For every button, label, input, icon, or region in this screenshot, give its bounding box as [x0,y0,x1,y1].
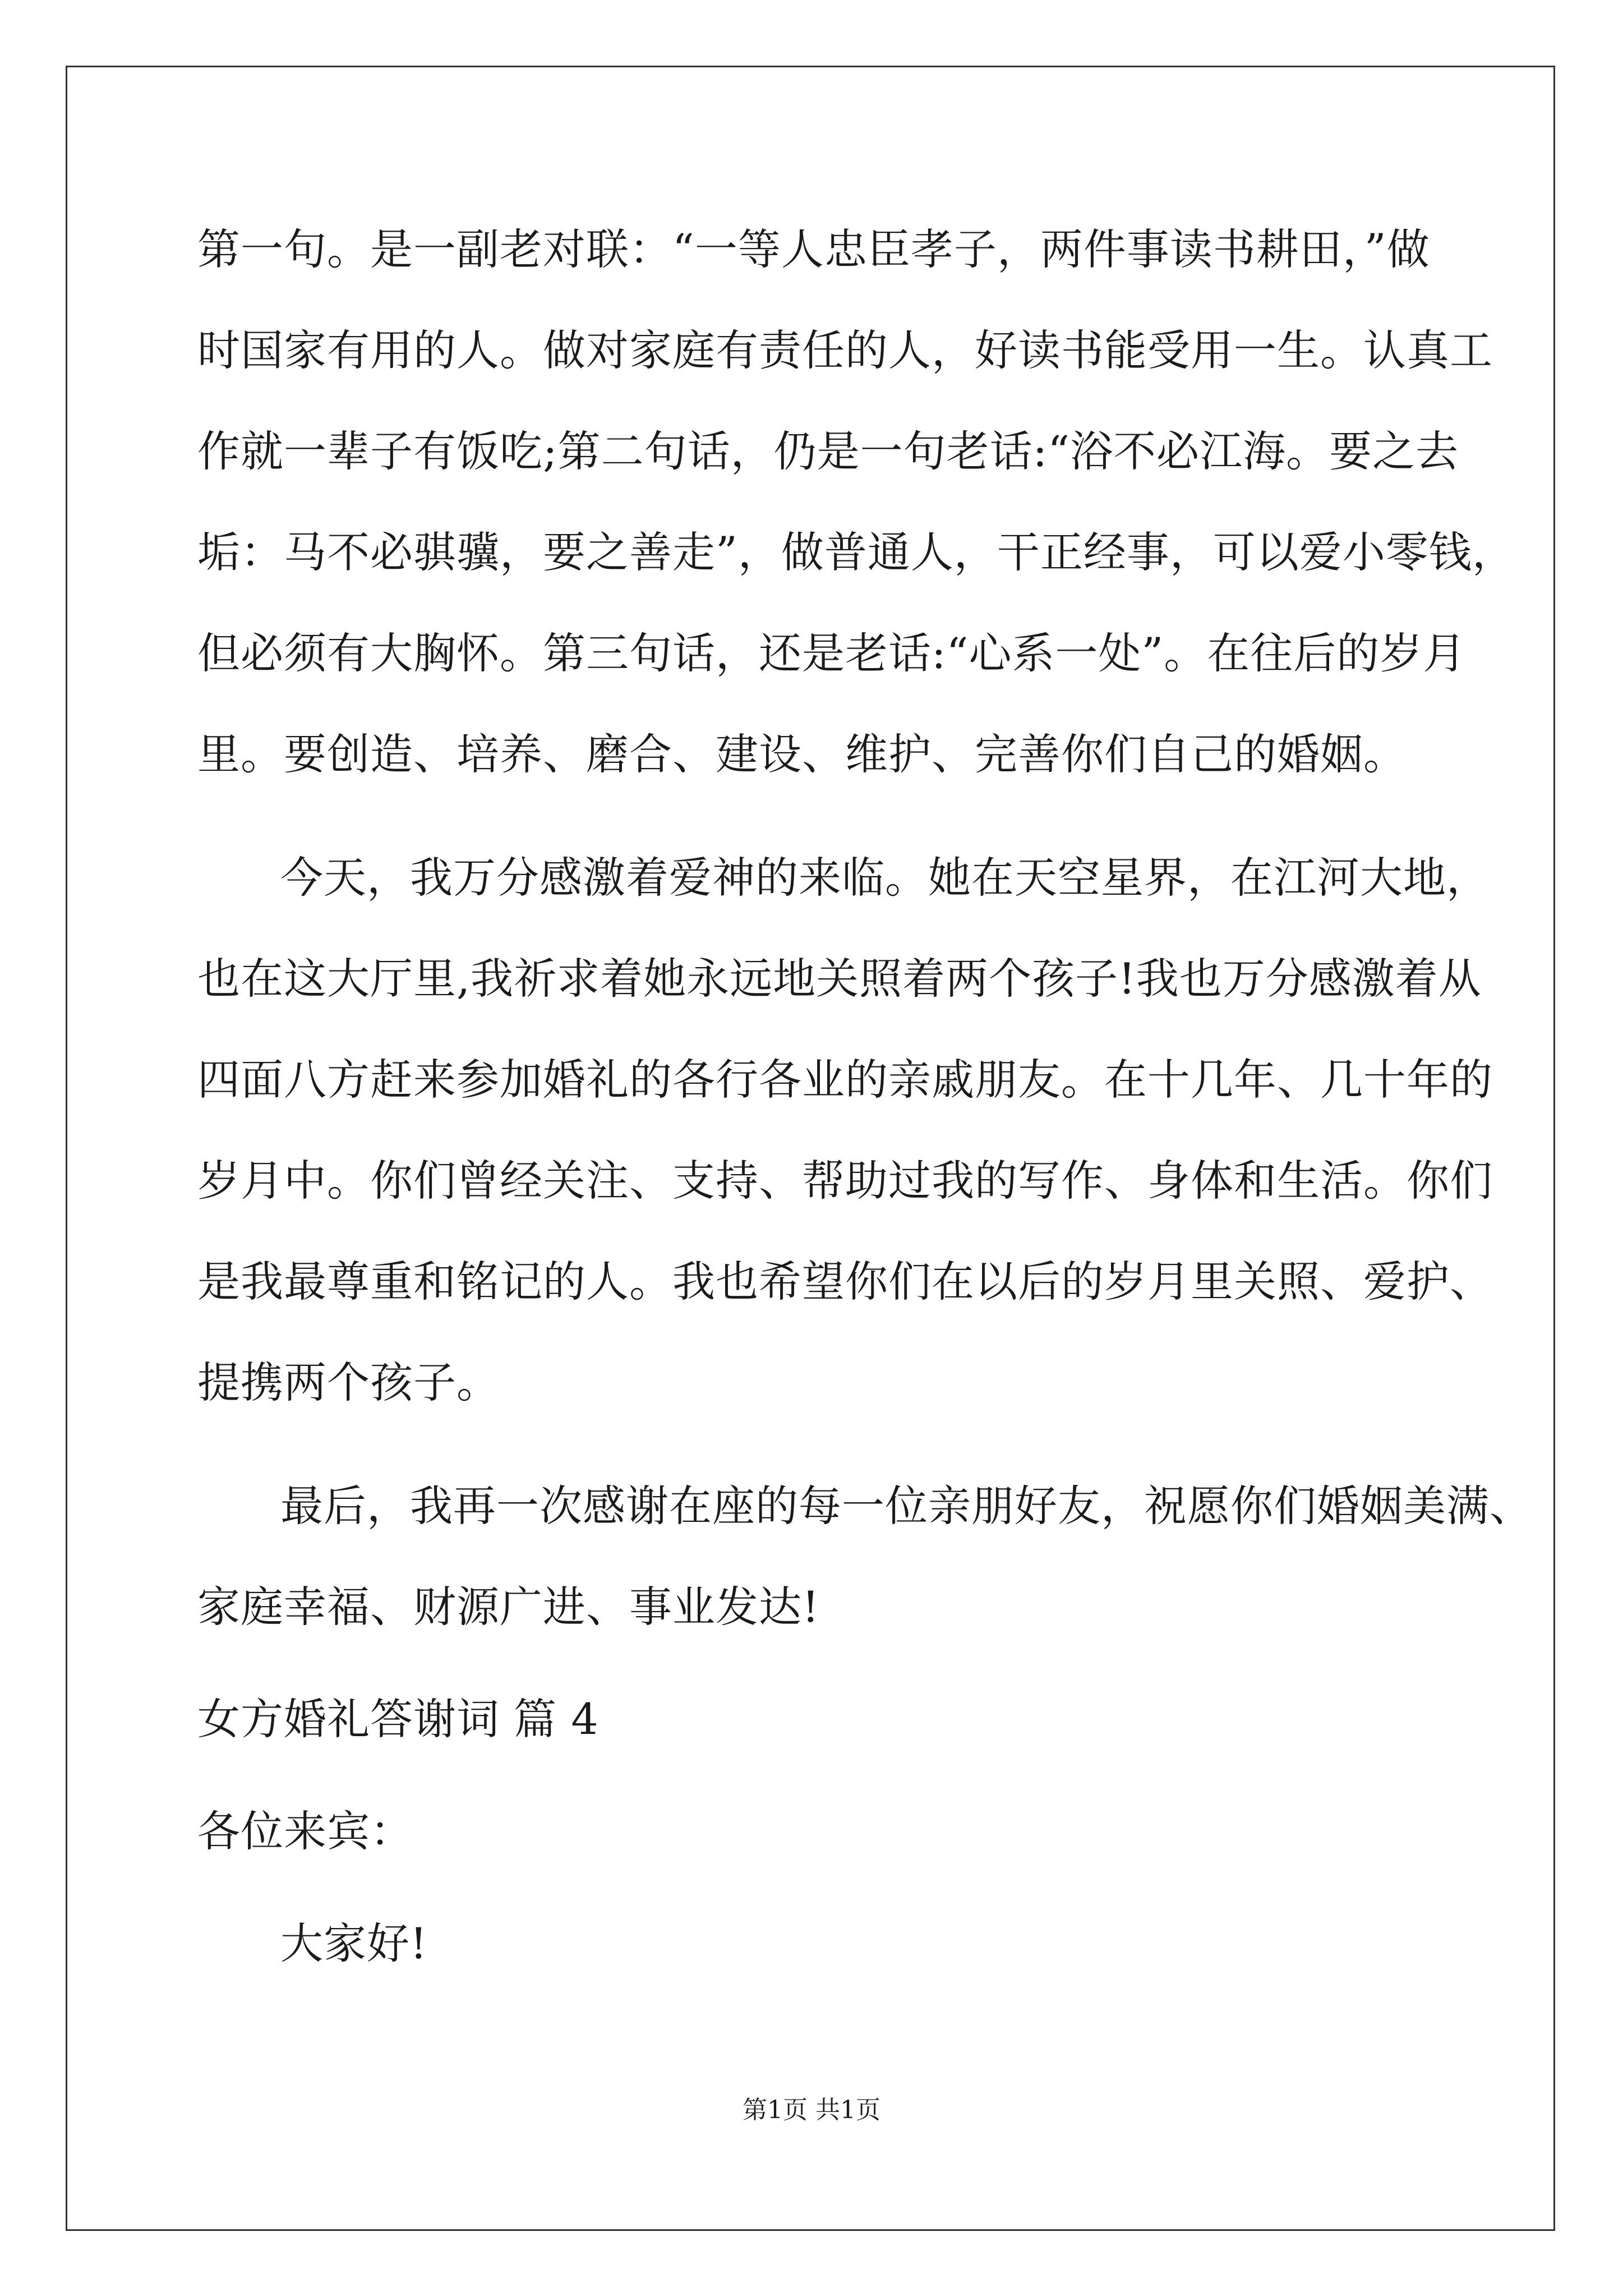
paragraph-line: 第一句。是一副老对联：“一等人忠臣孝子，两件事读书耕田，”做 [197,224,1430,274]
paragraph-line: 但必须有大胸怀。第三句话，还是老话:“心系一处”。在往后的岁月 [197,628,1467,678]
paragraph-line: 里。要创造、培养、磨合、建设、维护、完善你们自己的婚姻。 [197,729,1407,779]
paragraph-line: 岁月中。你们曾经关注、支持、帮助过我的写作、身体和生活。你们 [197,1156,1493,1205]
section-heading: 女方婚礼答谢词 篇 4 [197,1694,599,1744]
paragraph-line: 今天，我万分感激着爱神的来临。她在天空星界，在江河大地， [280,853,1490,903]
paragraph-line: 垢：马不必骐骥，要之善走”，做普通人，干正经事，可以爱小零钱， [197,527,1515,577]
paragraph-line: 家庭幸福、财源广进、事业发达! [197,1582,820,1632]
greeting: 大家好! [280,1918,428,1968]
paragraph-line: 作就一辈子有饭吃;第二句话，仍是一句老话:“浴不必江海。要之去 [197,426,1459,476]
page-frame [66,66,1555,2231]
page-footer: 第1页 共1页 [743,2096,880,2124]
paragraph-line: 最后，我再一次感谢在座的每一位亲朋好友，祝愿你们婚姻美满、 [280,1481,1533,1531]
paragraph-line: 是我最尊重和铭记的人。我也希望你们在以后的岁月里关照、爱护、 [197,1257,1493,1306]
paragraph-line: 也在这大厅里,我祈求着她永远地关照着两个孩子!我也万分感激着从 [197,954,1482,1004]
salutation: 各位来宾： [197,1806,413,1856]
paragraph-line: 提携两个孩子。 [197,1358,500,1407]
paragraph-line: 时国家有用的人。做对家庭有责任的人，好读书能受用一生。认真工 [197,325,1493,375]
paragraph-line: 四面八方赶来参加婚礼的各行各业的亲戚朋友。在十几年、几十年的 [197,1055,1493,1105]
